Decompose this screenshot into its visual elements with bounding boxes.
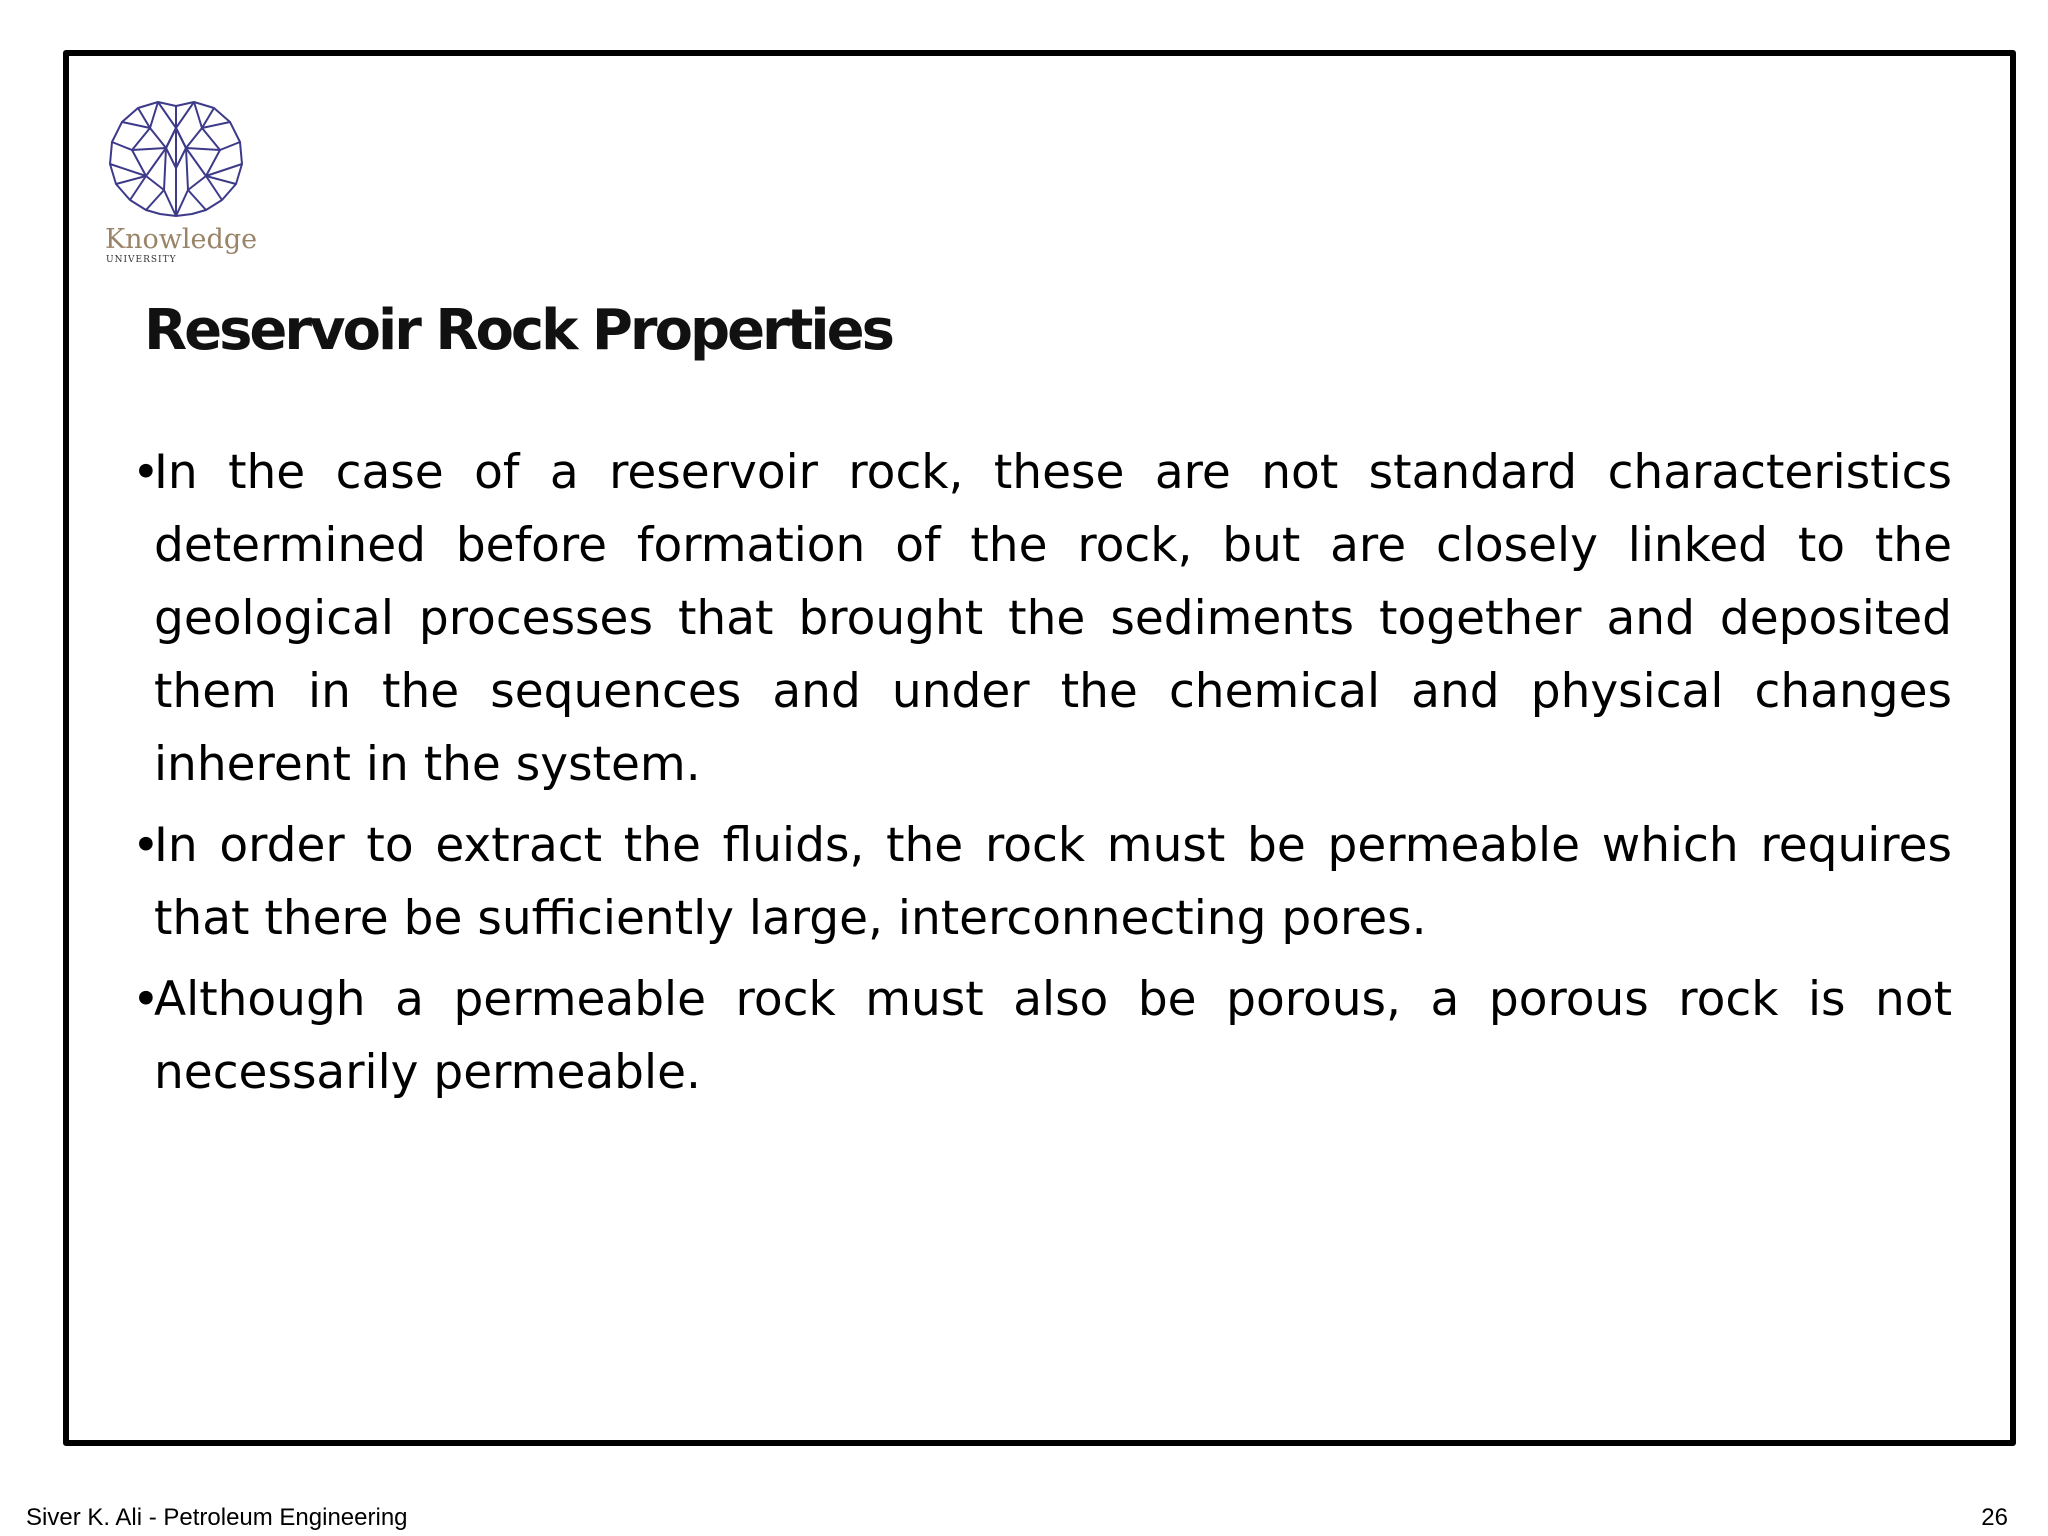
bullet-item [132,963,1952,1109]
page-number: 26 [1981,1504,2008,1531]
university-logo [104,98,258,268]
page-title: Reservoir Rock Properties [144,298,892,363]
bullet-list [132,436,1952,1117]
bullet-text: Although a permeable rock must also be porous, a porous rock is not necessarily permeable. [154,972,1952,1100]
bullet-dot: • [132,972,160,1027]
bullet-item [132,436,1952,801]
bullet-dot: • [132,818,160,873]
logo-wordmark: Knowledge [105,224,258,255]
bullet-text: In the case of a reservoir rock, these are not standard characteristics determined before formation of the rock, but are closely linked to the geological processes that brought the sediments together and deposited them in the sequences and under the chemical and physical changes inherent in the system. [154,445,1952,792]
bullet-dot: • [132,445,160,500]
logo-subtitle: UNIVERSITY [106,255,177,265]
footer-author: Siver K. Ali - Petroleum Engineering [26,1504,408,1531]
bullet-item [132,809,1952,955]
bullet-text: In order to extract the fluids, the rock must be permeable which requires that there be sufficiently large, interconnecting pores. [154,818,1952,946]
brain-network-icon [106,98,246,223]
